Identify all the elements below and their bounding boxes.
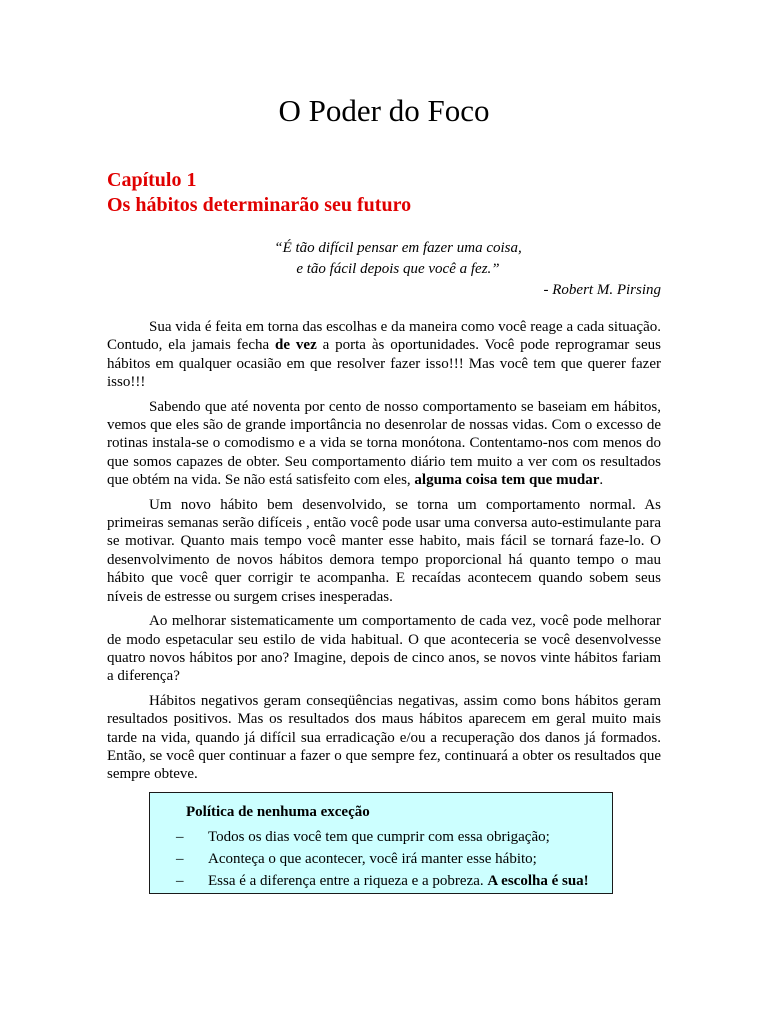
epigraph-author: - Robert M. Pirsing [543,282,661,298]
chapter-heading [107,168,411,218]
list-item: – Todos os dias você tem que cumprir com essa obrigação; [176,829,550,845]
dash-bullet: – [176,873,184,889]
paragraph: Um novo hábito bem desenvolvido, se torna um comportamento normal. As primeiras semanas serão difíceis , então você pode usar uma conversa auto-estimulante para se motivar. Quanto mais tempo você manter esse habito, mais fácil se tornará faze-lo. O desenvolvimento de novos hábitos demora tempo proporcional há quanto tempo o mau hábito que você quer corrigir te acompanha. E recaídas acontecem quando sobem seus níveis de estresse ou surgem crises inesperadas. [107,496,661,605]
paragraph: Ao melhorar sistematicamente um comportamento de cada vez, você pode melhorar de modo espetacular seu estilo de vida habitual. O que aconteceria se você desenvolvesse quatro novos hábitos por ano? Imagine, depois de cinco anos, se novos vinte hábitos fariam a diferença? [107,613,661,685]
chapter-title: Os hábitos determinarão seu futuro [107,194,412,216]
list-item: – Aconteça o que acontecer, você irá manter esse hábito; [176,851,537,867]
callout-emphasis: A escolha é sua! [487,873,589,889]
paragraph: Sabendo que até noventa por cento de nosso comportamento se baseiam em hábitos, vemos que eles são de grande importância no desenrolar de nossas vidas. Com o excesso de rotinas instala-se o comodismo e a vida se torna monótona. Contentamo-nos com menos do que somos capazes de obter. Seu comportamento diário tem muito a ver com os resultados que obtém na vida. Se não está satisfeito com eles, alguma coisa tem que mudar. [107,398,661,489]
callout-list [176,828,589,894]
body-text [107,318,661,790]
document-title: O Poder do Foco [278,93,490,128]
callout-title: Política de nenhuma exceção [186,804,370,820]
list-item: – Essa é a diferença entre a riqueza e a pobreza. A escolha é sua! [176,873,589,889]
epigraph-line-2: e tão fácil depois que você a fez.” [296,261,500,277]
chapter-number: Capítulo 1 [107,169,197,191]
dash-bullet: – [176,829,184,845]
policy-callout-box [149,792,613,894]
epigraph [107,238,661,301]
paragraph: Hábitos negativos geram conseqüências negativas, assim como bons hábitos geram resultados positivos. Mas os resultados dos maus hábitos aparecem em geral muito mais tarde na vida, quando já difícil sua erradicação e/ou a recuperação dos danos já formados. Então, se você quer continuar a fazer o que sempre fez, continuará a obter os resultados que sempre obteve. [107,692,661,783]
epigraph-line-1: “É tão difícil pensar em fazer uma coisa, [274,240,522,256]
dash-bullet: – [176,851,184,867]
paragraph: Sua vida é feita em torna das escolhas e da maneira como você reage a cada situação. Contudo, ela jamais fecha de vez a porta às oportunidades. Você pode reprogramar seus hábitos em qualquer ocasião em que resolver fazer isso!!! Mas você tem que querer fazer isso!!! [107,319,661,391]
